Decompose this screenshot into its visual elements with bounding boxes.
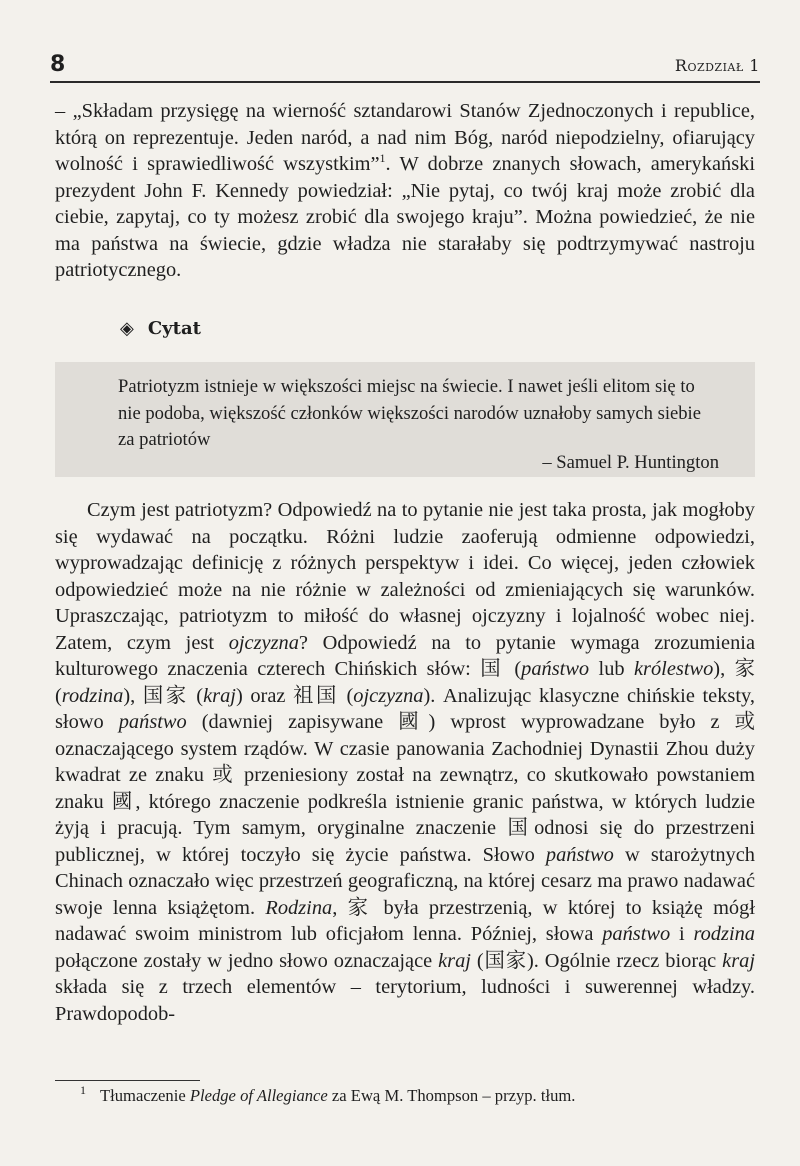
footnote-number: 1 [80, 1083, 86, 1098]
quote-heading-label: Cytat [147, 318, 201, 339]
body-italic: rodzina [693, 923, 755, 945]
footnote-text-end: za Ewą M. Thompson – przyp. tłum. [327, 1086, 576, 1105]
body-italic: kraj [722, 949, 755, 972]
body-italic: królestwo [634, 658, 714, 680]
body-text: ), 国家 ( [123, 684, 204, 707]
body-italic: państwo [521, 658, 590, 680]
quote-text: Patriotyzm istnieje w większości miejsc na świecie. I nawet jeśli elitom się to nie podoba, większość członków większości narodów uznałoby samych siebie za patriotów [118, 376, 701, 450]
body-italic: ojczyzna [353, 684, 424, 707]
footnote-title: Pledge of Allegiance [189, 1086, 328, 1105]
page-number: 8 [50, 52, 66, 77]
footnote-rule [55, 1080, 200, 1081]
body-italic: kraj [203, 684, 236, 707]
body-italic: państwo [118, 711, 187, 733]
footnote-text: Tłumaczenie [100, 1086, 190, 1105]
body-text: składa się z trzech elementów – terytorium, ludności i suwerennej władzy. Prawdopodob- [55, 976, 755, 1025]
body-text: połączone zostały w jedno słowo oznaczające [55, 949, 439, 972]
footnote [80, 1083, 576, 1106]
body-text: i [670, 923, 694, 945]
page-header [50, 52, 760, 77]
intro-text-1: – „Składam przysięgę na wierność sztandarowi Stanów Zjednoczonych i republice, którą on reprezentuje. Jeden naród, a nad nim Bóg, naród niepodzielny, ofiarujący wolność i sprawiedliwość wszystkim” [55, 100, 755, 175]
body-italic: rodzina [61, 684, 124, 707]
body-italic: państwo [545, 843, 614, 866]
quote-box [55, 362, 755, 477]
body-text: ) oraz 祖国 ( [235, 684, 354, 707]
header-rule [50, 81, 760, 83]
body-text: Czym jest patriotyzm? Odpowiedź na to pytanie nie jest taka prosta, jak mogłoby się wydawać na początku. Różni ludzie zaoferują odmienne odpowiedzi, wyprowadzając definicję z różnych perspektyw i idei. Co więcej, jeden człowiek odpowiedzieć może na nie różnie w zależności od zmieniających się warunków. Upraszczając, patriotyzm to miłość do własnej ojczyzny i lojalność wobec niej. Zatem, czym jest [55, 499, 755, 654]
body-italic: Rodzina [265, 896, 333, 919]
quote-author: – Samuel P. Huntington [542, 452, 719, 473]
body-text: , 家 była przestrzenią, w której to książę mógł nadawać swoim ministrom lub oficjałom lenna. Później, słowa [55, 896, 755, 945]
body-italic: ojczyzna [228, 631, 299, 654]
intro-text-2: . W dobrze znanych słowach, amerykański prezydent John F. Kennedy powiedział: „Nie pytaj, co twój kraj może zrobić dla ciebie, zapytaj, co ty możesz zrobić dla swojego kraju”. Można powiedzieć, że nie ma państwa na świecie, gdzie władza nie starałaby się podtrzymywać nastroju patriotycznego. [55, 153, 755, 281]
main-paragraph [55, 497, 755, 1027]
running-head: Rozdział 1 [674, 56, 760, 75]
body-italic: państwo [602, 923, 671, 945]
body-italic: kraj [438, 949, 471, 972]
quote-heading [120, 318, 201, 339]
body-text: ). Analizując klasyczne chińskie teksty, słowo [55, 684, 755, 733]
intro-paragraph [55, 98, 755, 284]
body-text: w starożytnych Chinach oznaczało więc przestrzeń geograficzną, na której cesarz ma prawo nadawać swoje lenna książętom. [55, 843, 755, 919]
diamond-ornament-icon: ◈ [120, 318, 134, 339]
body-text: (国家). Ogólnie rzecz biorąc [470, 949, 723, 972]
body-text: (dawniej zapisywane 國) wprost wyprowadzane było z 或 oznaczającego system rządów. W czasie panowania Zachodniej Dynastii Zhou duży kwadrat ze znaku 或 przeniesiony został na zewnątrz, co skutkowało powstaniem znaku 國, którego znaczenie podkreśla istnienie granic państwa, w których ludzie żyją i pracują. Tym samym, oryginalne znaczenie 国odnosi się do przestrzeni publicznej, w której toczyło się życie państwa. Słowo [55, 711, 755, 866]
body-text: ), 家 ( [55, 658, 755, 707]
body-text: ? Odpowiedź na to pytanie wymaga zrozumienia kulturowego znaczenia czterech Chińskich słów: 国 ( [55, 631, 755, 680]
body-text: lub [589, 658, 634, 680]
footnote-reference: 1 [379, 151, 386, 166]
